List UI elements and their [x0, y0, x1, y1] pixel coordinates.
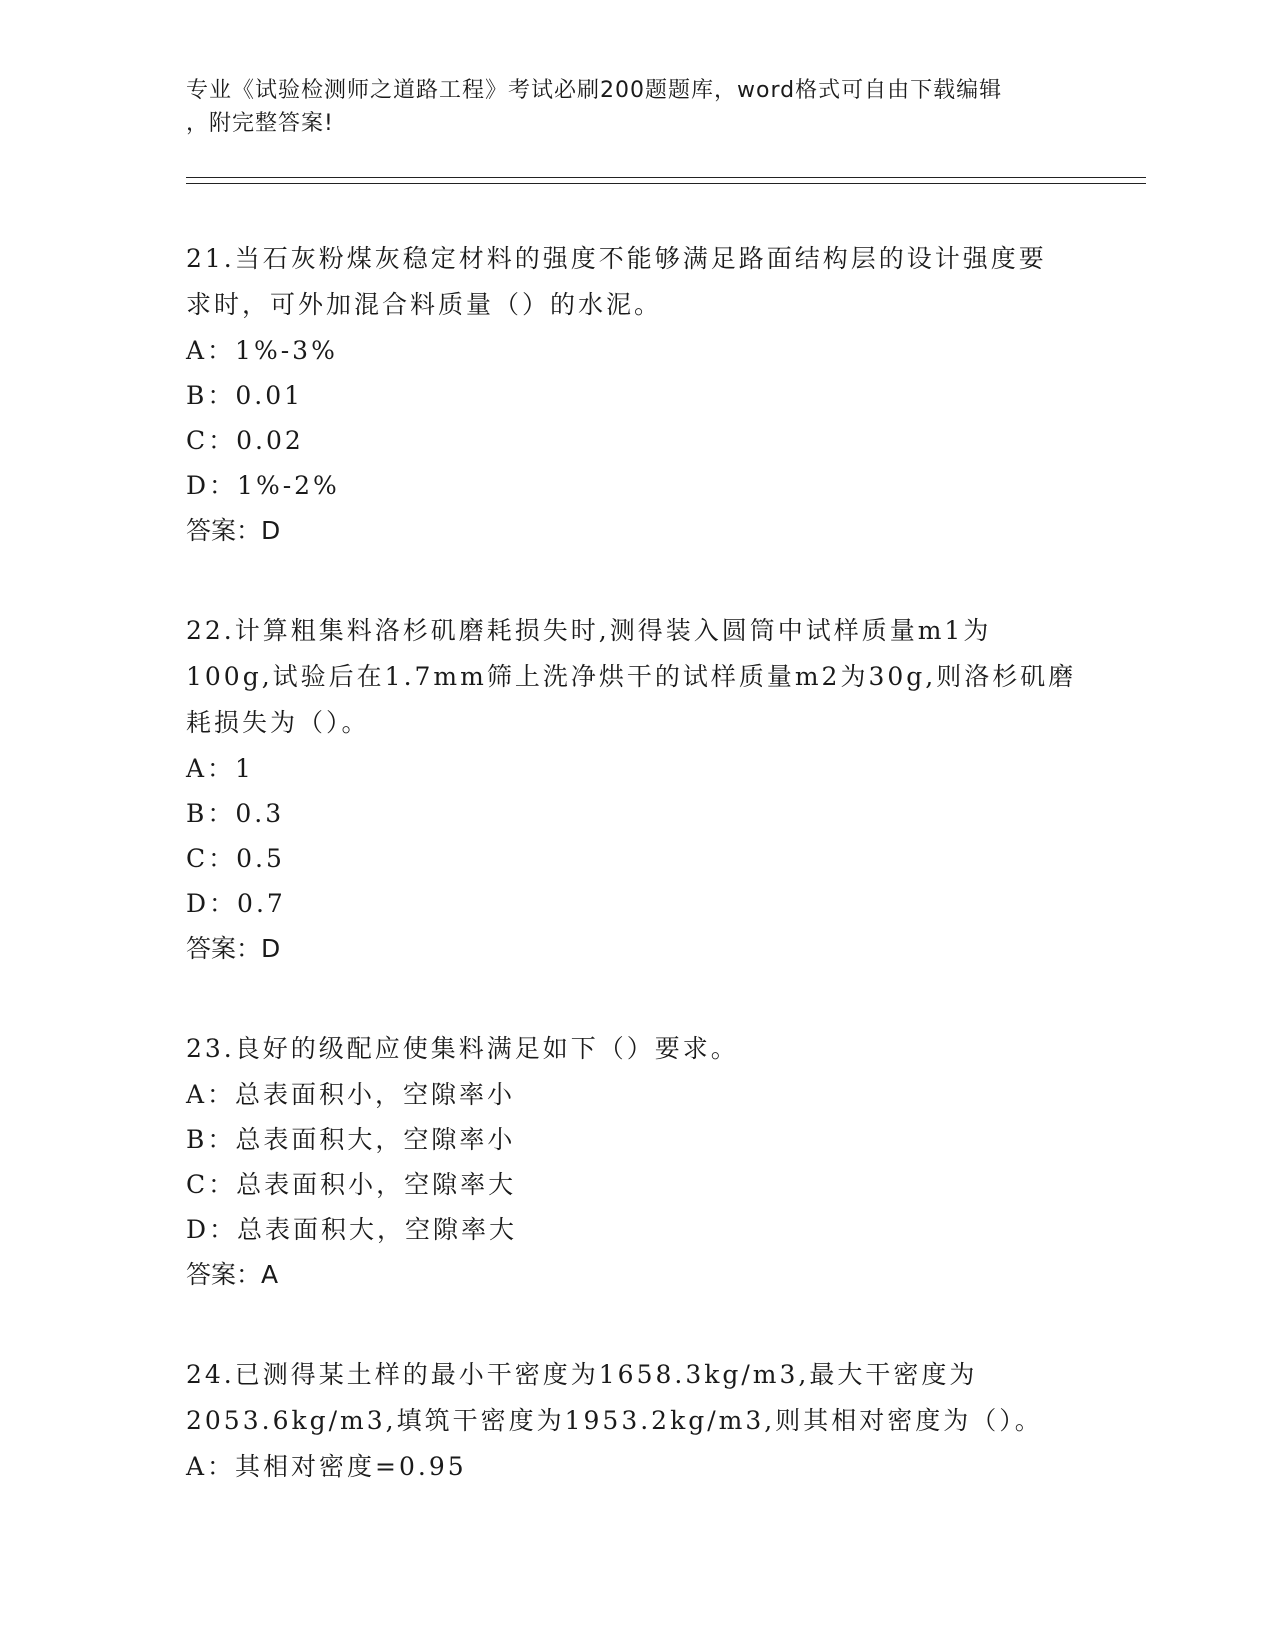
option-a: A：总表面积小，空隙率小 — [186, 1080, 516, 1109]
answer: 答案：A — [186, 1260, 279, 1289]
option-b: B：总表面积大，空隙率小 — [186, 1125, 516, 1154]
question-stem-line: 21.当石灰粉煤灰稳定材料的强度不能够满足路面结构层的设计强度要 — [186, 244, 1047, 273]
question-stem-line: 22.计算粗集料洛杉矶磨耗损失时,测得装入圆筒中试样质量m1为 — [186, 616, 992, 645]
option-a: A：1%-3% — [186, 336, 338, 365]
option-c: C：总表面积小，空隙率大 — [186, 1170, 517, 1199]
option-a: A：1 — [186, 754, 254, 783]
question-stem-line: 求时，可外加混合料质量（）的水泥。 — [186, 290, 663, 319]
option-d: D：1%-2% — [186, 471, 340, 500]
option-b: B：0.3 — [186, 799, 285, 828]
question-stem-line: 23.良好的级配应使集料满足如下（）要求。 — [186, 1034, 739, 1063]
header-line-2: ，附完整答案! — [186, 111, 334, 136]
option-c: C：0.5 — [186, 844, 285, 873]
question-stem-line: 100g,试验后在1.7mm筛上洗净烘干的试样质量m2为30g,则洛杉矶磨 — [186, 662, 1077, 691]
question-stem-line: 耗损失为（）。 — [186, 708, 370, 737]
question-list — [186, 236, 1086, 1543]
option-c: C：0.02 — [186, 426, 304, 455]
option-d: D：总表面积大，空隙率大 — [186, 1215, 518, 1244]
header-divider-bottom — [186, 183, 1146, 184]
question-21 — [186, 236, 1086, 554]
option-a: A：其相对密度=0.95 — [186, 1452, 467, 1481]
header-divider-top — [186, 177, 1146, 178]
question-stem-line: 24.已测得某土样的最小干密度为1658.3kg/m3,最大干密度为 — [186, 1360, 978, 1389]
answer: 答案：D — [186, 934, 281, 963]
question-24 — [186, 1352, 1086, 1489]
document-header — [186, 74, 1086, 140]
question-22 — [186, 608, 1086, 972]
question-23 — [186, 1026, 1086, 1298]
option-d: D：0.7 — [186, 889, 286, 918]
option-b: B：0.01 — [186, 381, 304, 410]
answer: 答案：D — [186, 516, 281, 545]
question-stem-line: 2053.6kg/m3,填筑干密度为1953.2kg/m3,则其相对密度为（）。 — [186, 1406, 1043, 1435]
header-line-1: 专业《试验检测师之道路工程》考试必刷200题题库，word格式可自由下载编辑 — [186, 78, 1003, 103]
